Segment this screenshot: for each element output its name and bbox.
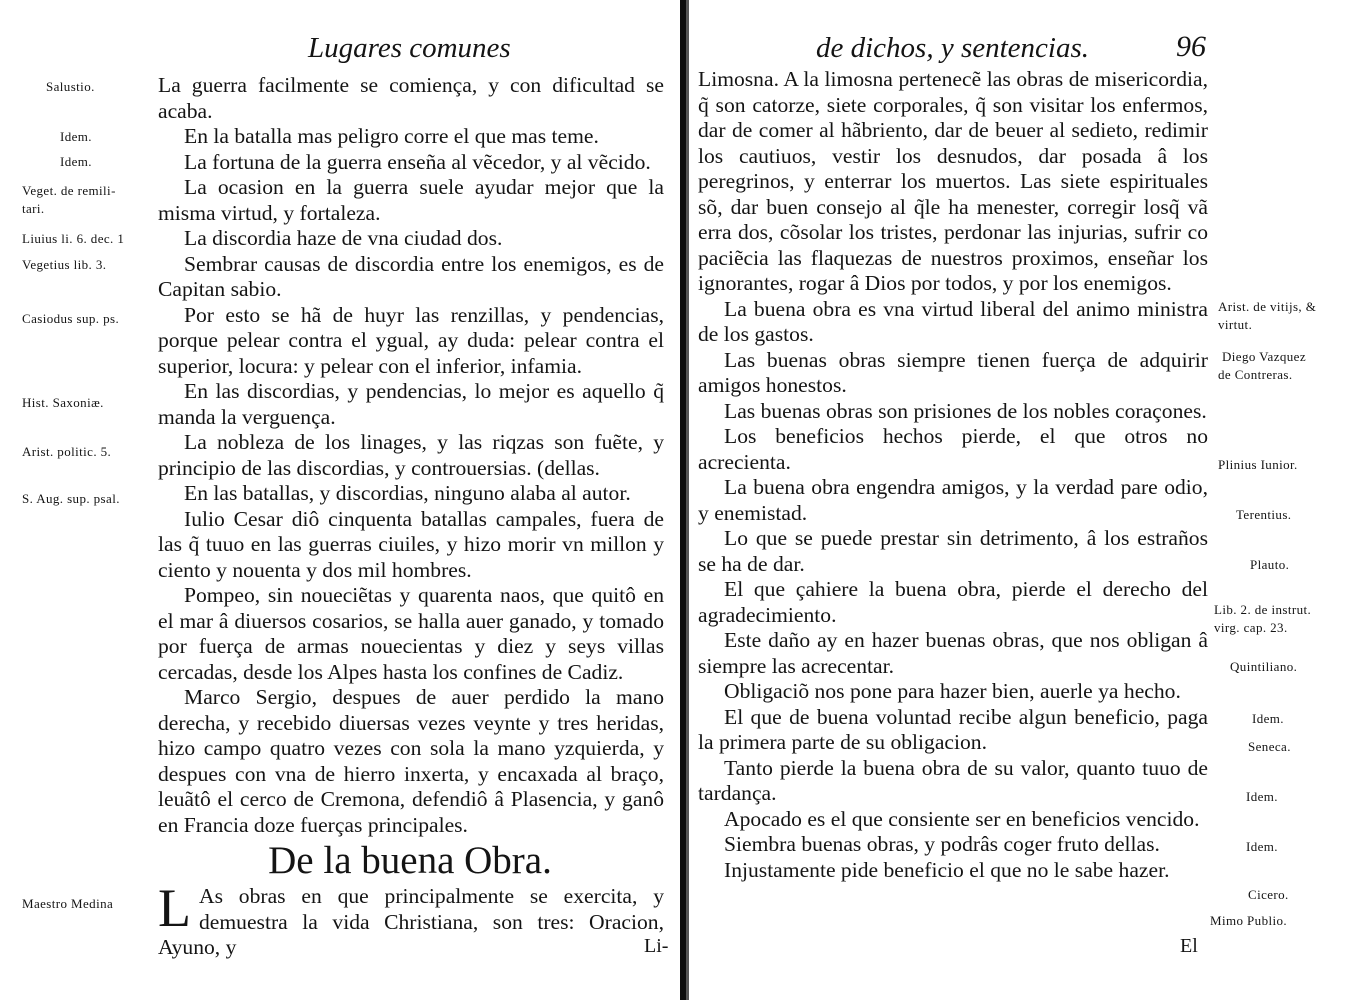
left-body bbox=[158, 73, 664, 838]
margin-note: Idem. bbox=[1246, 789, 1278, 804]
binding-shadow bbox=[686, 0, 689, 1000]
paragraph: Por esto se hã de huyr las renzillas, y pendencias, porque pelear contra el ygual, ay duda: pelear contra el superior, locura: y pelear con el inferior, infamia. bbox=[158, 302, 664, 378]
margin-note: Idem. bbox=[60, 154, 92, 169]
left-page bbox=[0, 0, 672, 1000]
margin-note: Casiodus sup. ps. bbox=[22, 311, 120, 326]
paragraph: En las discordias, y pendencias, lo mejor es aquello q̃ manda la verguença. bbox=[158, 379, 664, 429]
catchword: El bbox=[1180, 935, 1198, 957]
paragraph: Apocado es el que consiente ser en beneficios vencido. bbox=[724, 806, 1200, 831]
paragraph: Iulio Cesar diô cinquenta batallas campales, fuera de las q̃ tuuo en las guerras ciuiles, y hizo morir vn millon y ciento y nouenta y dos mil hombres. bbox=[158, 506, 664, 582]
paragraph: El que de buena voluntad recibe algun beneficio, paga la primera parte de su obligacion. bbox=[698, 704, 1208, 754]
paragraph: Marco Sergio, despues de auer perdido la mano derecha, y recebido diuersas vezes veynte y tres heridas, hizo campo quatro vezes con sola la mano yzquierda, y despues con vna de hierro inxerta, y encaxada al braço, leuãtô el cerco de Cremona, defendiô â Plasencia, y ganô en Francia doze fuerças principales. bbox=[158, 685, 664, 837]
margin-note: Maestro Medina bbox=[22, 896, 114, 911]
paragraph: Siembra buenas obras, y podrâs coger fruto dellas. bbox=[724, 832, 1160, 856]
margin-note: virtut. bbox=[1218, 317, 1253, 332]
paragraph: La guerra facilmente se comiença, y con dificultad se acaba. bbox=[158, 73, 664, 123]
paragraph: Lo que se puede prestar sin detrimento, â los estraños se ha de dar. bbox=[698, 526, 1208, 576]
paragraph: Obligaciõ nos pone para hazer bien, auerle ya hecho. bbox=[724, 679, 1181, 703]
margin-note: Arist. de vitijs, & bbox=[1218, 299, 1317, 314]
margin-note: Liuius li. 6. dec. 1 bbox=[22, 231, 125, 246]
margin-note: Plinius Iunior. bbox=[1218, 457, 1298, 472]
paragraph: La ocasion en la guerra suele ayudar mejor que la misma virtud, y fortaleza. bbox=[158, 175, 664, 225]
paragraph: El que çahiere la buena obra, pierde el derecho del agradecimiento. bbox=[698, 577, 1208, 627]
right-page bbox=[692, 0, 1369, 1000]
paragraph: Injustamente pide beneficio el que no le sabe hazer. bbox=[724, 857, 1170, 882]
paragraph: La fortuna de la guerra enseña al vẽcedor, y al vẽcido. bbox=[184, 149, 651, 174]
paragraph: La buena obra es vna virtud liberal del animo ministra de los gastos. bbox=[698, 296, 1208, 346]
drop-cap: L bbox=[158, 878, 191, 938]
margin-note: Idem. bbox=[1246, 839, 1278, 854]
paragraph: Limosna. A la limosna pertenecẽ las obras de misericordia, q̃ son catorze, siete corporales, q̃ son visitar los enfermos, dar de comer al hãbriento, dar de beuer al sedieto, redimir los cautiuos, vestir los desnudos, dar posada â los peregrinos, y enterrar los muertos. Las siete espirituales sõ, dar buen consejo al q̃le ha menester, corregir losq̃ vã erra dos, cõsolar los tristes, perdonar las injurias, sufrir co paciẽcia las flaquezas de nuestros proximos, enseñar los ignorantes, rogar â Dios por todos, y por los enemigos. bbox=[698, 67, 1208, 295]
paragraph: Pompeo, sin noueciẽtas y quarenta naos, que quitô en el mar â diuersos cosarios, se halla auer ganado, y tomado por fuerça de armas nouecientas y diez y seys villas cercadas, desde los Alpes hasta los confines de Cadiz. bbox=[158, 583, 664, 684]
margin-note: Vegetius lib. 3. bbox=[22, 257, 107, 272]
margin-note: Veget. de remili- bbox=[22, 183, 116, 198]
margin-note: Idem. bbox=[1252, 711, 1284, 726]
paragraph: Las buenas obras siempre tienen fuerça de adquirir amigos honestos. bbox=[698, 347, 1208, 397]
margin-note: Arist. politic. 5. bbox=[22, 444, 112, 459]
margin-note: Seneca. bbox=[1248, 739, 1291, 754]
catchword: Li- bbox=[644, 935, 669, 957]
paragraph: En la batalla mas peligro corre el que mas teme. bbox=[184, 124, 599, 148]
paragraph: Tanto pierde la buena obra de su valor, quanto tuuo de tardança. bbox=[698, 755, 1208, 805]
paragraph: La buena obra engendra amigos, y la verdad pare odio, y enemistad. bbox=[698, 475, 1208, 525]
margin-note: Terentius. bbox=[1236, 507, 1292, 522]
margin-note: tari. bbox=[22, 201, 45, 216]
paragraph: La nobleza de los linages, y las riqzas son fuẽte, y principio de las discordias, y controuersias. (dellas. bbox=[158, 430, 664, 480]
margin-note: Quintiliano. bbox=[1230, 659, 1298, 674]
paragraph: Las buenas obras son prisiones de los nobles coraçones. bbox=[724, 398, 1207, 423]
folio-number: 96 bbox=[1176, 30, 1206, 63]
paragraph: En las batallas, y discordias, ninguno alaba al autor. bbox=[184, 481, 631, 505]
running-head-right: de dichos, y sentencias. bbox=[816, 32, 1090, 64]
margin-note: Lib. 2. de instrut. bbox=[1214, 602, 1312, 617]
section-heading: De la buena Obra. bbox=[268, 839, 552, 882]
margin-note: Hist. Saxoniæ. bbox=[22, 395, 104, 410]
section-first-paragraph bbox=[158, 878, 664, 961]
margin-note: S. Aug. sup. psal. bbox=[22, 491, 120, 506]
paragraph: Sembrar causas de discordia entre los enemigos, es de Capitan sabio. bbox=[158, 251, 664, 301]
margin-note: Diego Vazquez bbox=[1222, 349, 1307, 364]
margin-note: Mimo Publio. bbox=[1210, 913, 1288, 928]
margin-note: Idem. bbox=[60, 129, 92, 144]
paragraph: La discordia haze de vna ciudad dos. bbox=[184, 226, 503, 250]
margin-note: virg. cap. 23. bbox=[1214, 620, 1288, 635]
paragraph: Los beneficios hechos pierde, el que otros no acrecienta. bbox=[698, 424, 1208, 474]
right-body bbox=[698, 67, 1208, 883]
margin-note: de Contreras. bbox=[1218, 367, 1293, 382]
margin-note: Salustio. bbox=[46, 79, 95, 94]
paragraph: As obras en que principalmente se exercita, y demuestra la vida Christiana, son tres: Oracion, Ayuno, y bbox=[158, 884, 664, 959]
running-head-left: Lugares comunes bbox=[308, 32, 511, 64]
margin-note: Cicero. bbox=[1248, 887, 1289, 902]
margin-note: Plauto. bbox=[1250, 557, 1290, 572]
paragraph: Este daño ay en hazer buenas obras, que nos obligan â siempre las acrecentar. bbox=[698, 628, 1208, 678]
